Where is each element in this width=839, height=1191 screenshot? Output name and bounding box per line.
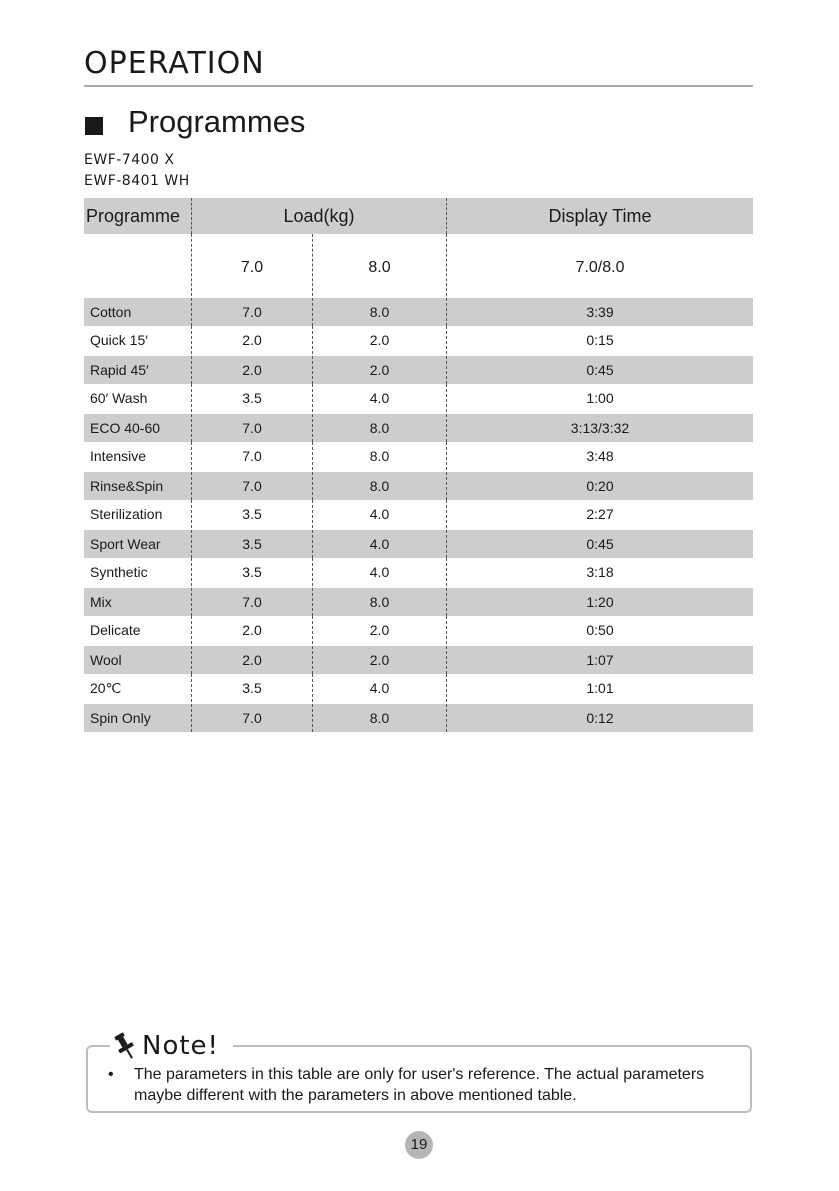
subsection-title: Programmes bbox=[128, 104, 306, 139]
subheader-load-b: 8.0 bbox=[313, 234, 447, 297]
load-7kg: 3.5 bbox=[192, 384, 313, 413]
model-name: EWF-7400 X bbox=[84, 152, 175, 168]
display-time: 1:01 bbox=[447, 674, 754, 703]
load-8kg: 4.0 bbox=[313, 529, 447, 558]
programme-name: Sterilization bbox=[90, 506, 163, 522]
display-time: 0:45 bbox=[447, 355, 754, 384]
load-8kg: 8.0 bbox=[313, 297, 447, 326]
load-8kg: 8.0 bbox=[313, 413, 447, 442]
load-8kg: 4.0 bbox=[313, 558, 447, 587]
load-8kg: 2.0 bbox=[313, 616, 447, 645]
load-8kg: 8.0 bbox=[313, 587, 447, 616]
table-row bbox=[84, 703, 753, 732]
table-row bbox=[84, 326, 753, 355]
programme-name: 20℃ bbox=[90, 679, 122, 696]
display-time: 0:15 bbox=[447, 326, 754, 355]
table-row bbox=[84, 674, 753, 703]
load-7kg: 3.5 bbox=[192, 558, 313, 587]
load-7kg: 2.0 bbox=[192, 616, 313, 645]
display-time: 3:18 bbox=[447, 558, 754, 587]
programme-name: ECO 40-60 bbox=[84, 413, 192, 442]
table-row bbox=[84, 413, 753, 442]
header-display-time: Display Time bbox=[447, 198, 754, 234]
programme-name: Intensive bbox=[90, 448, 147, 464]
programme-name: Wool bbox=[84, 645, 192, 674]
programme-name: Sport Wear bbox=[84, 529, 192, 558]
display-time: 1:00 bbox=[447, 384, 754, 413]
table-row bbox=[84, 529, 753, 558]
section-title: OPERATION bbox=[84, 46, 265, 81]
header-load: Load(kg) bbox=[192, 198, 447, 234]
pushpin-icon bbox=[114, 1031, 136, 1061]
table-row bbox=[84, 500, 753, 529]
display-time: 3:39 bbox=[447, 297, 754, 326]
programme-name: Rapid 45′ bbox=[84, 355, 192, 384]
note-title: Note! bbox=[142, 1031, 219, 1061]
subheader-empty bbox=[84, 234, 192, 297]
programme-name: 60′ Wash bbox=[90, 390, 148, 406]
display-time: 3:13/3:32 bbox=[447, 413, 754, 442]
subheader-load-a: 7.0 bbox=[192, 234, 313, 297]
note-text bbox=[108, 1064, 738, 1106]
load-7kg: 7.0 bbox=[192, 471, 313, 500]
programme-name: Synthetic bbox=[90, 564, 148, 580]
display-time: 3:48 bbox=[447, 442, 754, 471]
table-row bbox=[84, 587, 753, 616]
table-subheader-row bbox=[84, 234, 753, 297]
load-7kg: 7.0 bbox=[192, 297, 313, 326]
load-7kg: 3.5 bbox=[192, 500, 313, 529]
note-header bbox=[110, 1028, 233, 1064]
bullet-icon: • bbox=[108, 1066, 114, 1083]
note-line: maybe different with the parameters in above mentioned table. bbox=[134, 1087, 577, 1104]
load-8kg: 2.0 bbox=[313, 355, 447, 384]
display-time: 0:50 bbox=[447, 616, 754, 645]
table-row bbox=[84, 558, 753, 587]
display-time: 1:20 bbox=[447, 587, 754, 616]
load-8kg: 2.0 bbox=[313, 326, 447, 355]
display-time: 2:27 bbox=[447, 500, 754, 529]
load-8kg: 4.0 bbox=[313, 384, 447, 413]
load-7kg: 2.0 bbox=[192, 355, 313, 384]
programme-name: Spin Only bbox=[84, 703, 192, 732]
table-row bbox=[84, 384, 753, 413]
table-row bbox=[84, 645, 753, 674]
load-7kg: 7.0 bbox=[192, 587, 313, 616]
table-row bbox=[84, 616, 753, 645]
load-8kg: 8.0 bbox=[313, 471, 447, 500]
load-7kg: 7.0 bbox=[192, 703, 313, 732]
load-7kg: 7.0 bbox=[192, 442, 313, 471]
display-time: 0:20 bbox=[447, 471, 754, 500]
table-row bbox=[84, 442, 753, 471]
note-line: The parameters in this table are only for user's reference. The actual parameters bbox=[134, 1066, 705, 1083]
table-row bbox=[84, 355, 753, 384]
load-7kg: 2.0 bbox=[192, 326, 313, 355]
section-divider bbox=[84, 85, 753, 87]
table-row bbox=[84, 297, 753, 326]
programme-name: Delicate bbox=[90, 622, 141, 638]
load-8kg: 2.0 bbox=[313, 645, 447, 674]
square-bullet-icon bbox=[85, 117, 103, 135]
load-7kg: 3.5 bbox=[192, 674, 313, 703]
programme-table bbox=[84, 198, 753, 732]
model-name: EWF-8401 WH bbox=[84, 173, 190, 189]
header-programme: Programme bbox=[84, 198, 192, 234]
table-header-row bbox=[84, 198, 753, 234]
subheader-time: 7.0/8.0 bbox=[447, 234, 754, 297]
load-8kg: 8.0 bbox=[313, 442, 447, 471]
model-list bbox=[84, 150, 190, 192]
page-number: 19 bbox=[405, 1131, 433, 1159]
load-8kg: 4.0 bbox=[313, 674, 447, 703]
display-time: 0:45 bbox=[447, 529, 754, 558]
programme-name: Mix bbox=[84, 587, 192, 616]
display-time: 1:07 bbox=[447, 645, 754, 674]
programme-name: Cotton bbox=[84, 297, 192, 326]
load-8kg: 4.0 bbox=[313, 500, 447, 529]
table-row bbox=[84, 471, 753, 500]
load-7kg: 3.5 bbox=[192, 529, 313, 558]
load-8kg: 8.0 bbox=[313, 703, 447, 732]
programme-name: Quick 15′ bbox=[90, 332, 148, 348]
display-time: 0:12 bbox=[447, 703, 754, 732]
load-7kg: 2.0 bbox=[192, 645, 313, 674]
programme-name: Rinse&Spin bbox=[84, 471, 192, 500]
load-7kg: 7.0 bbox=[192, 413, 313, 442]
